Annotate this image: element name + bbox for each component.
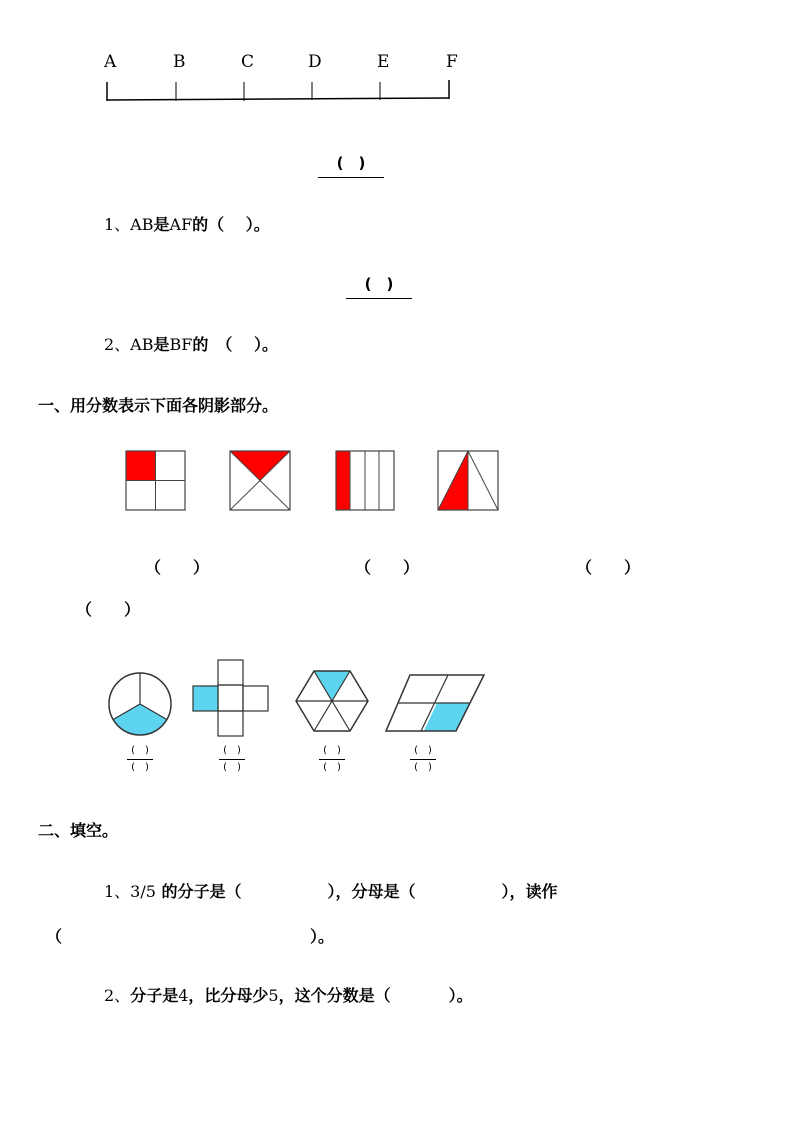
- fill-question-2: 2、分子是4，比分母少5，这个分数是（ ）。: [104, 986, 473, 1005]
- shape-circle-thirds: [109, 673, 171, 735]
- line-question-2: 2、AB是BF的 （ ）。: [104, 335, 278, 354]
- line-question-1: 1、AB是AF的（ ）。: [104, 215, 270, 234]
- answer-blank-4[interactable]: （ ）: [76, 600, 141, 619]
- fraction-numerator-blank[interactable]: ( ): [346, 273, 412, 299]
- point-label-a: A: [104, 52, 117, 72]
- shape-square-strips: [336, 451, 394, 510]
- number-line-graphic: [0, 0, 793, 120]
- point-label-e: E: [377, 52, 390, 72]
- fill-question-1: 1、3/5 的分子是（ ），分母是（ ），读作: [104, 882, 558, 901]
- answer-blank-2[interactable]: （ ）: [355, 558, 420, 577]
- shape-cross-net: [193, 660, 268, 736]
- section-2-heading: 二、填空。: [38, 821, 119, 840]
- fill-question-1-continued: （ ）。: [46, 927, 335, 946]
- shape-parallelogram: [386, 675, 484, 731]
- mini-fraction-3[interactable]: ( ) ( ): [319, 746, 345, 773]
- answer-blank-3[interactable]: （ ）: [576, 558, 641, 577]
- shape-square-diagonals: [230, 451, 290, 510]
- point-label-b: B: [173, 52, 186, 72]
- point-label-d: D: [308, 52, 322, 72]
- mini-fraction-2[interactable]: ( ) ( ): [219, 746, 245, 773]
- point-label-c: C: [241, 52, 255, 72]
- answer-blank-1[interactable]: （ ）: [145, 558, 210, 577]
- shape-square-triangles: [438, 451, 498, 510]
- cyan-shapes-row: [0, 650, 793, 750]
- fraction-numerator-blank[interactable]: ( ): [318, 152, 384, 178]
- shape-square-quarter: [126, 451, 185, 510]
- square-shapes-row: [0, 440, 793, 520]
- mini-fraction-4[interactable]: ( ) ( ): [410, 746, 436, 773]
- section-1-heading: 一、用分数表示下面各阴影部分。: [38, 396, 279, 415]
- point-label-f: F: [446, 52, 458, 72]
- mini-fraction-1[interactable]: ( ) ( ): [127, 746, 153, 773]
- shape-hexagon: [296, 671, 368, 731]
